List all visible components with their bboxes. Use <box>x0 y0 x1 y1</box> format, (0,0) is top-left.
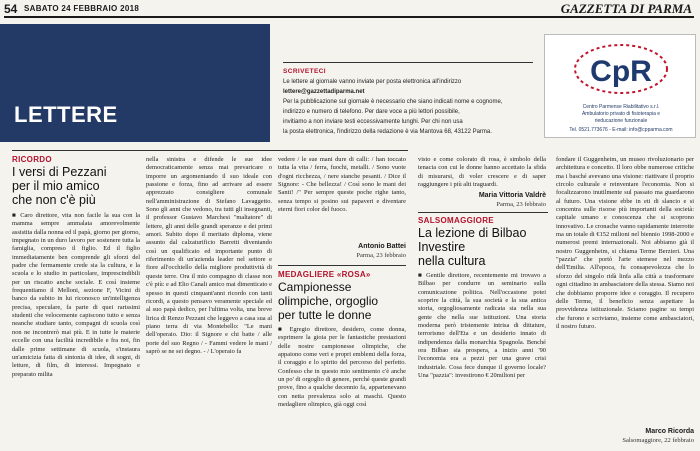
article1-place: Parma, 23 febbraio <box>356 252 406 259</box>
scriveteci-line: invitiamo a non inviare testi eccessivamente lunghi. Per chi non usa <box>283 119 463 125</box>
cpr-logo-text: CpR <box>590 55 652 88</box>
article1-headline <box>12 165 142 207</box>
page-number: 54 <box>4 2 18 16</box>
scriveteci-line: Le lettere al giornale vanno inviate per posta elettronica all'indirizzo <box>283 79 462 85</box>
headline-line: La lezione di Bilbao <box>418 226 527 240</box>
headline-line: I versi di Pezzani <box>12 165 107 179</box>
scriveteci-line: la posta elettronica, l'indirizzo della redazione è via Mantova 68, 43122 Parma. <box>283 129 492 135</box>
article3-rule <box>418 212 548 213</box>
article3-signature: Marco Ricorda <box>645 428 694 435</box>
article3-col2: fondare il Guggenheim, un museo rivoluzionario per architettura e concetto. Il loro obbe numerose critiche ma i basché avevano una visione: riattivare il proprio circolo culturale e reinventare l'economia. Non si focalizzarono inutilmente sul passato ma guardarono al futuro. Una visione ebbe in eti di slancio e si concentra sulle risorse più importanti della società: capitale umano e conoscenza che si scoprono innovativo. Le cronache vanno rapidamente interrotte ma un totale di €152 milioni nel biennio 1998-2000 e numerosi premi internazionali. Noi abbiamo già il nostro Guggenheim, si chiama Terme Berzieri. Una "pazzia" che portò l'arte stemese nel mezzo dell'Emilia. All'epoca, fu consapevolezza che lo sforzo del singolo ridà linfa alla città a trasformare ogni cittadino in ambasciatore della stessa. Siamo noi che dobbiamo proporre idee e coraggio. Il recupero delle Terme, il beneficio senza aspettare la provvidenza istituzionale. Sciamo pagine su tempi che furono e scriviamo, insieme come ambasciatori, il nostro futuro. <box>556 156 694 330</box>
article1-signature: Antonio Battei <box>358 243 406 250</box>
cpr-advertisement <box>544 34 696 138</box>
ad-contact: Tel. 0521.773676 - E-mail: info@cpparma.com <box>569 127 673 133</box>
headline-line: Campionesse <box>278 280 352 294</box>
article3-col1: ■ Gentile direttore, recentemente mi trovavo a Bilbao per condurre un seminario sulla comunicazione politica. Nell'occasione potei scoprire la città, la sua società e la sua antica storia, orgogliosamente radicata sia nella sua gente che nella sue istituzioni. Una storia moderna però tristemente intrisa di dittature, terrorismo dell'Eta e un desiderio innato di indipendenza dalla monarchia Spagnola. Benché ora Bilbao sia prospera, a inizio anni '90 l'economia era a pezzi per una grave crisi industriale. Cosa fece dunque il governo locale? Una "pazzia": investirono € 20milioni per <box>418 272 546 380</box>
scriveteci-rule <box>283 62 533 63</box>
ad-line: Centro Parmense Riabilitativo s.r.l. <box>582 104 660 110</box>
ad-line: Ambulatorio privato di fisioterapia e <box>581 110 661 117</box>
scriveteci-line: indirizzo e numero di telefono. Per dare voce a più lettori possibile, <box>283 109 460 115</box>
article1-col2: nella sinistra e difende le sue idee democraticamente senza mai prevaricare o imporre un argomentando il suo ideale con passione e forza, fino ad arrivare ad essere apprezzato consigliere comunale nell'amministrazione di Stefano Lavaggetto. Sono gli anni che vedono, tra tutti gli insegnanti, il professor Gustavo Marchesi "maltatore" di lettere, gli anni delle grandi speranze e dei primi amori. Subito dopo il meritato diploma, viene assunto dal calzaturificio Barretti diventando così un qualificato ed importante punto di riferimento di un'azienda leader nel settore e fiore all'occhiello della migliore produttività di queste terre. Ora il mio compagno di classe non c'è più: e ad Elio Canali amico mai dimenticato e spesso in questi cinquant'anni ricordo con tanti ricordi, a questo pensavo veramente speciale ed al suo papà dedico, per l'ultima volta, una breve lirica di Renzo Pezzani che leggevo a casa sua al piano terra di via Montebello: "Le mani dell'operaio. Dio: il Signore e chi batte / alle porte del suo Regno / - Fammi vedere le mani / saprò se ne sei degno. - / L'operaio fa <box>146 156 272 355</box>
article2-place: Parma, 23 febbraio <box>496 201 546 208</box>
headline-line: per il mio amico <box>12 179 100 193</box>
article3-place: Salsomaggiore, 22 febbraio <box>622 437 694 444</box>
headline-line: olimpiche, orgoglio <box>278 294 379 308</box>
masthead: GAZZETTA DI PARMA <box>560 1 692 16</box>
cpr-logo <box>571 41 671 101</box>
article2-continuation: visto e come colorato di rosa, è simbolo della tenacia con cui le donne hanno accettato la sfida di misurarsi, di voler crescere e di saper raggiungere i più alti traguardi. <box>418 156 546 189</box>
headline-line: nella cultura <box>418 254 486 268</box>
scriveteci-label: SCRIVETECI <box>283 68 327 75</box>
article2-body: ■ Egregio direttore, desidero, come donna, esprimere la gioia per le fantastiche prestazioni delle nostre campionesse olimpiche, che appaiono come veri e propri emblemi della forza, il coraggio e lo spirito del percorso del perfetto. Confesso che in questo mio sentimento c'è anche un po' di orgoglio di genere, perché queste grandi prove, fino a qualche decennio fa, appartenevano con netta prevalenza solo ai maschi. Questo medagliere olimpico, già oggi così <box>278 326 406 409</box>
article1-kicker: RICORDO <box>12 155 52 164</box>
issue-date: SABATO 24 FEBBRAIO 2018 <box>24 4 140 13</box>
ad-line: rieducazione funzionale <box>594 117 648 124</box>
article3-kicker: SALSOMAGGIORE <box>418 216 494 225</box>
header-rule <box>4 16 694 18</box>
article2-rule <box>278 265 406 266</box>
scriveteci-line: Per la pubblicazione sul giornale è necessario che siano indicati nome e cognome, <box>283 99 503 105</box>
article1-rule <box>12 150 408 151</box>
section-title: LETTERE <box>14 102 118 127</box>
scriveteci-email[interactable]: lettere@gazzettadiparma.net <box>283 89 365 95</box>
headline-line: per tutte le donne <box>278 308 372 322</box>
headline-line: Investire <box>418 240 466 254</box>
article2-headline <box>278 280 408 322</box>
article1-col3: vedere / le sue mani dure di calli: / han toccato tutta la vita / ferra, fuochi, metalli. / Sono vuote d'ogni ricchezza, / nere stanche pesanti. / Dice il Signore: - Che bellezza! / Così sono le mani dei Santi! /" Per sempre queste poche righe tanto, senza tempo si posino sui papaveri e diventare eterni fiori color del fuoco. <box>278 156 406 214</box>
article2-signature: Maria Vittoria Valdrè <box>478 192 546 199</box>
headline-line: che non c'è più <box>12 193 96 207</box>
ad-company <box>551 104 691 124</box>
article3-headline <box>418 226 550 268</box>
article1-col1: ■ Caro direttore, vita non facile la sua con la mamma sempre ammalata amorevolmente assistita dalla nonna ed il papà, giorno per giorno, impegnato in un duro lavoro per sostenere tutta la famiglia, compreso il figlio. Ed il figlio immediatamente ben comprende gli sforzi del padre che fermamente crede sia la cultura, e la scuola e lo studio in particolare, imprescindibili per un riscatto anche sociale. E così insieme frequentiamo il Melloni, sezione F, Vicini di banco da subito in lui riconosco un'intelligenza precisa, speculare, fa parte di quei rarissimi studenti che velocemente capiscono tutto e senza neanche studiare tanto, compagni di scuola così non ne incontrerò mai più. E in tutte le materie eccelle con una facilità incredibile e fra noi, fin dalle prime settimane di scuola, s'instaura un'amicizia fatta di sintonia di idee, di sogni, di letture, di film, di interessi. Impegnato e preparato milita <box>12 212 140 378</box>
article2-kicker: MEDAGLIERE «ROSA» <box>278 270 371 279</box>
